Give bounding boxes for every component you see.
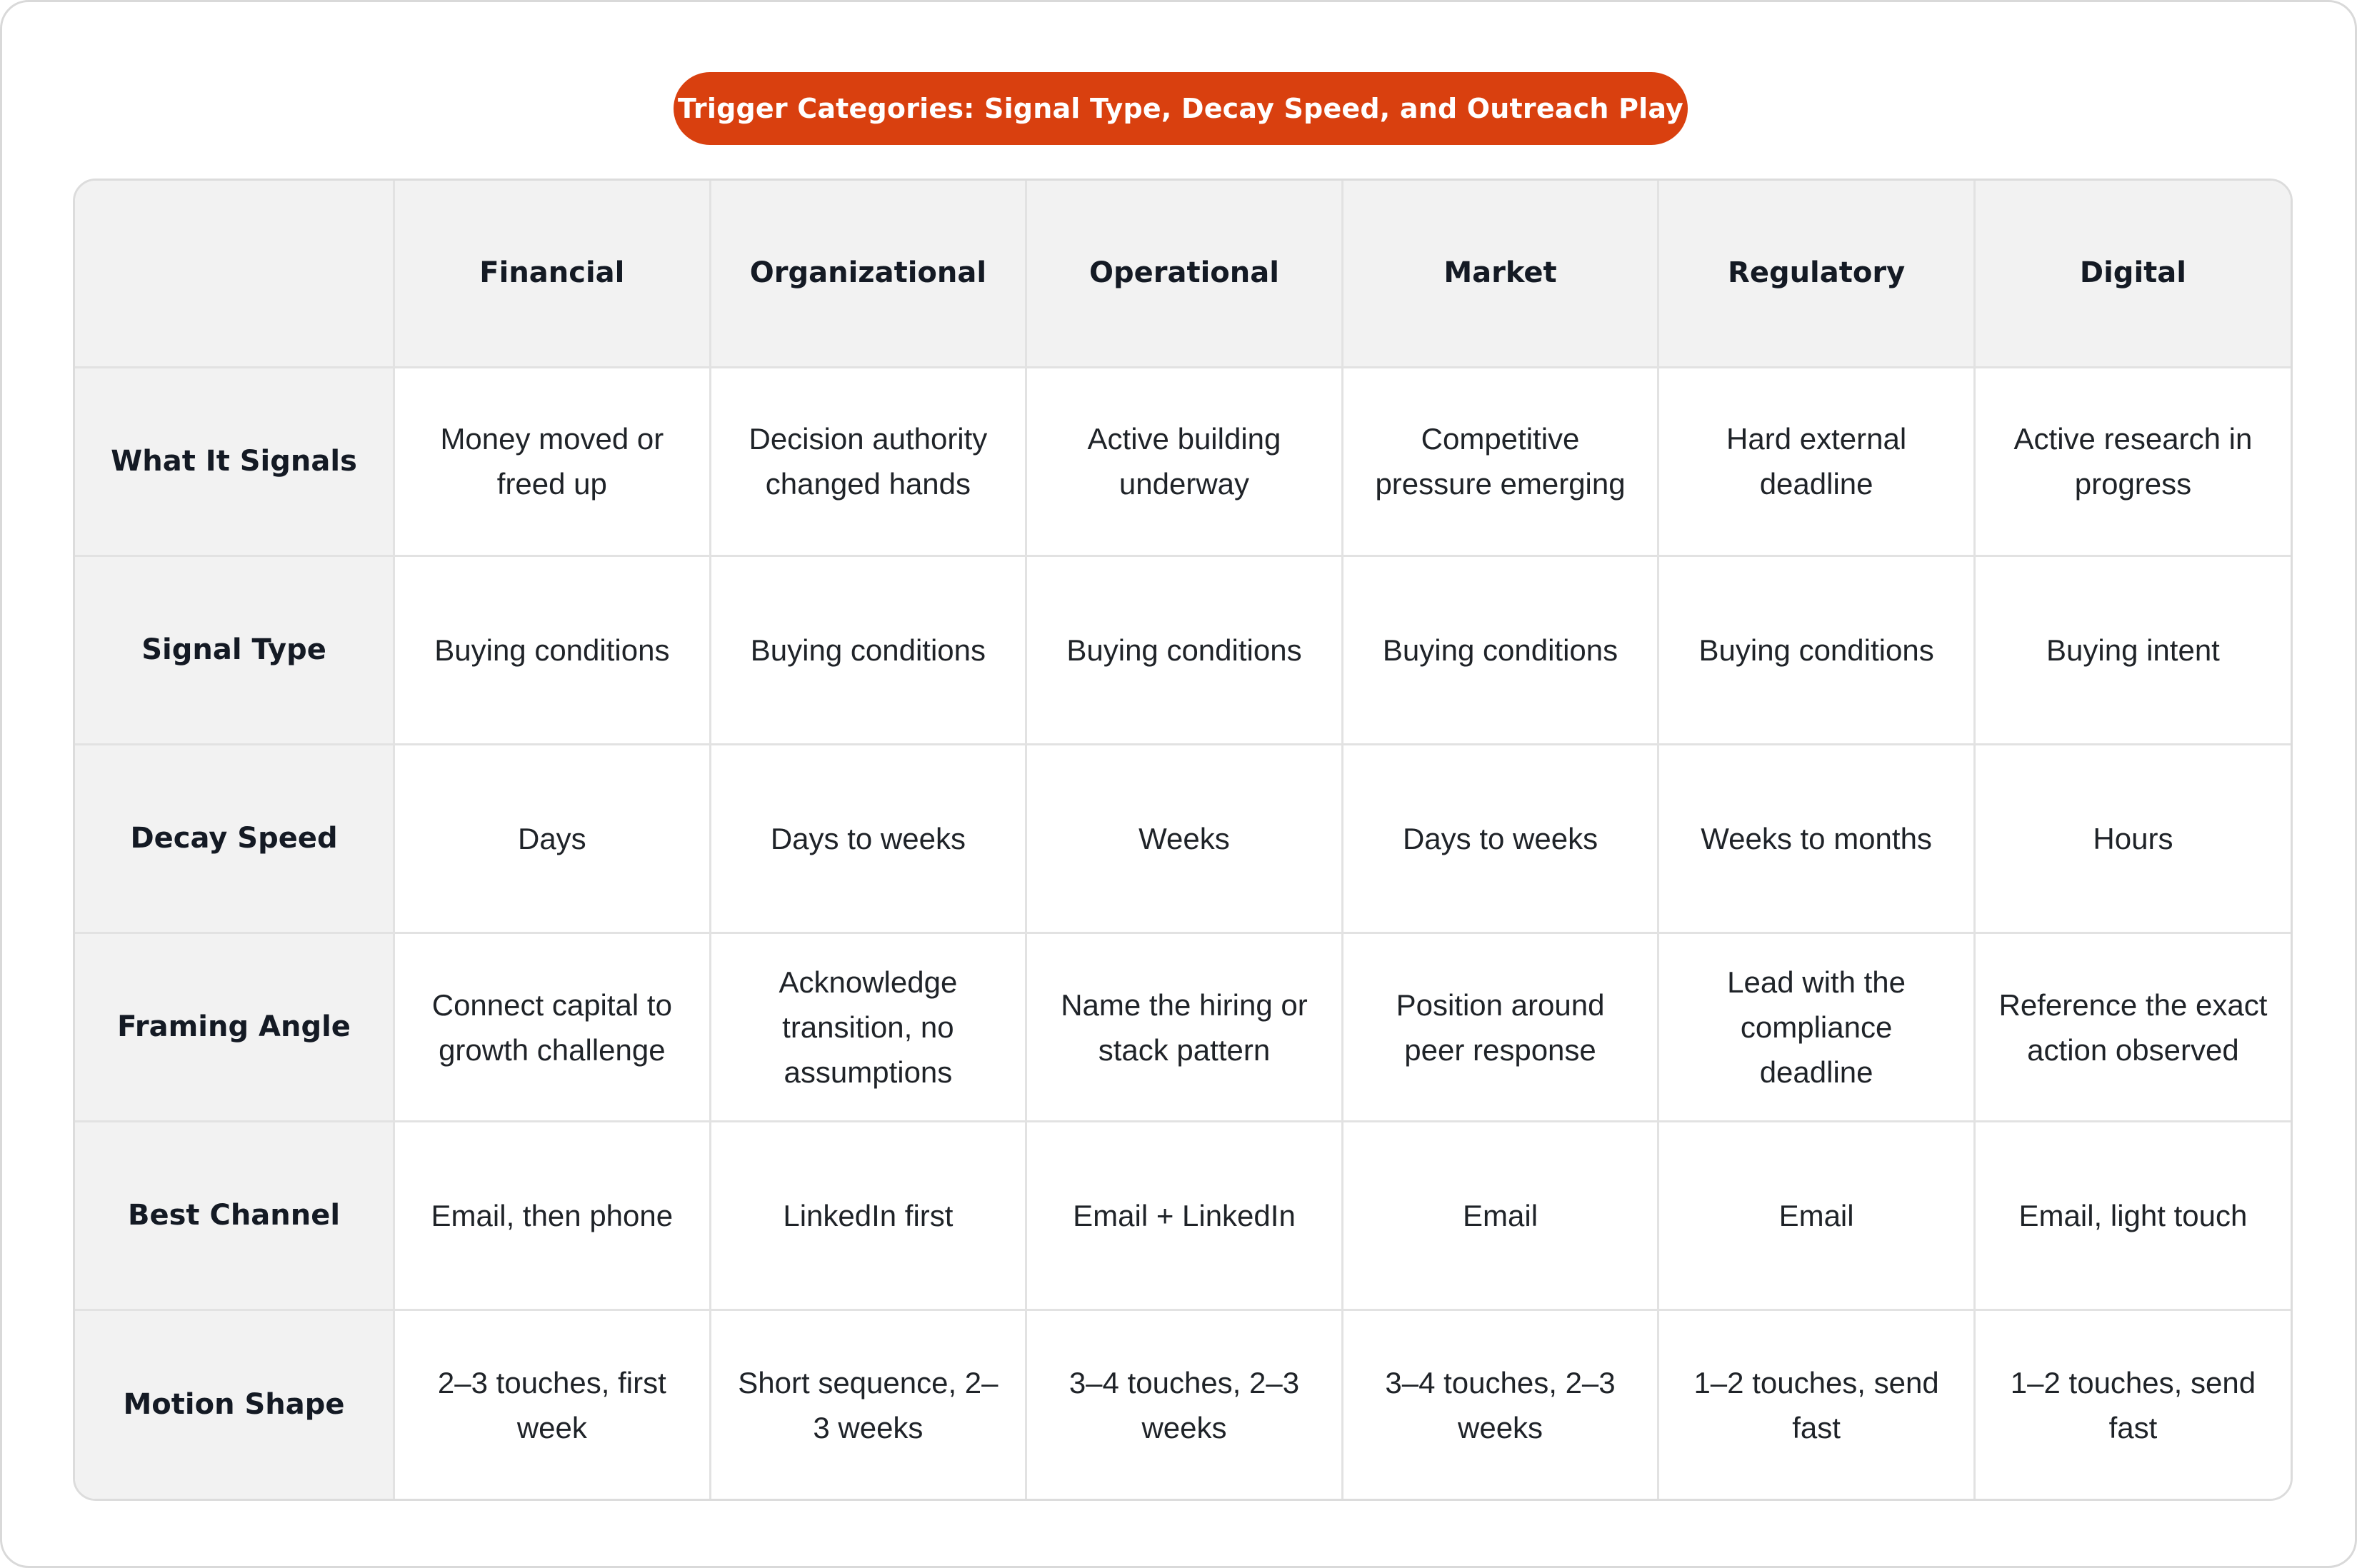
table-cell: Email	[1658, 1122, 1975, 1310]
table-row-framing-angle	[75, 933, 2291, 1121]
table-cell: Position around peer response	[1342, 933, 1658, 1121]
table-row-best-channel	[75, 1122, 2291, 1310]
column-header-market: Market	[1342, 181, 1658, 367]
table-cell: Buying conditions	[710, 556, 1026, 744]
column-header-financial: Financial	[394, 181, 711, 367]
row-header-motion-shape: Motion Shape	[75, 1310, 394, 1499]
table-cell: Active building underway	[1026, 367, 1343, 556]
page-title: Trigger Categories: Signal Type, Decay Speed, and Outreach Play	[674, 72, 1688, 145]
column-header-organizational: Organizational	[710, 181, 1026, 367]
row-header-decay-speed: Decay Speed	[75, 744, 394, 933]
table-cell: Hard external deadline	[1658, 367, 1975, 556]
table-cell: Buying conditions	[1658, 556, 1975, 744]
table-row-signal-type	[75, 556, 2291, 744]
table-cell: 1–2 touches, send fast	[1658, 1310, 1975, 1499]
column-header-operational: Operational	[1026, 181, 1343, 367]
row-header-signal-type: Signal Type	[75, 556, 394, 744]
column-header-digital: Digital	[1974, 181, 2291, 367]
table-cell: Active research in progress	[1974, 367, 2291, 556]
table-cell: Short sequence, 2–3 weeks	[710, 1310, 1026, 1499]
table-cell: Email, light touch	[1974, 1122, 2291, 1310]
table-row-decay-speed	[75, 744, 2291, 933]
trigger-categories-table	[75, 181, 2291, 1499]
table-cell: 3–4 touches, 2–3 weeks	[1342, 1310, 1658, 1499]
row-header-framing-angle: Framing Angle	[75, 933, 394, 1121]
column-header-regulatory: Regulatory	[1658, 181, 1975, 367]
table-cell: Weeks to months	[1658, 744, 1975, 933]
table-row-what-it-signals	[75, 367, 2291, 556]
table-cell: Buying conditions	[1342, 556, 1658, 744]
table-row-motion-shape	[75, 1310, 2291, 1499]
table-cell: Buying conditions	[394, 556, 711, 744]
table-header-row	[75, 181, 2291, 367]
table-cell: Email, then phone	[394, 1122, 711, 1310]
table-cell: Days	[394, 744, 711, 933]
table-cell: Buying intent	[1974, 556, 2291, 744]
table-cell: Reference the exact action observed	[1974, 933, 2291, 1121]
table-cell: Acknowledge transition, no assumptions	[710, 933, 1026, 1121]
table-cell: LinkedIn first	[710, 1122, 1026, 1310]
table-cell: Decision authority changed hands	[710, 367, 1026, 556]
table-cell: Hours	[1974, 744, 2291, 933]
table-cell: 2–3 touches, first week	[394, 1310, 711, 1499]
table-cell: Days to weeks	[710, 744, 1026, 933]
table-cell: Name the hiring or stack pattern	[1026, 933, 1343, 1121]
table-cell: Days to weeks	[1342, 744, 1658, 933]
table-cell: Email + LinkedIn	[1026, 1122, 1343, 1310]
trigger-categories-table-container	[73, 179, 2293, 1501]
row-header-what-it-signals: What It Signals	[75, 367, 394, 556]
row-header-best-channel: Best Channel	[75, 1122, 394, 1310]
table-cell: Money moved or freed up	[394, 367, 711, 556]
table-cell: Lead with the compliance deadline	[1658, 933, 1975, 1121]
table-cell: Buying conditions	[1026, 556, 1343, 744]
table-cell: Weeks	[1026, 744, 1343, 933]
table-cell: Competitive pressure emerging	[1342, 367, 1658, 556]
table-cell: 1–2 touches, send fast	[1974, 1310, 2291, 1499]
table-cell: Email	[1342, 1122, 1658, 1310]
table-cell: Connect capital to growth challenge	[394, 933, 711, 1121]
table-cell: 3–4 touches, 2–3 weeks	[1026, 1310, 1343, 1499]
corner-header-cell	[75, 181, 394, 367]
